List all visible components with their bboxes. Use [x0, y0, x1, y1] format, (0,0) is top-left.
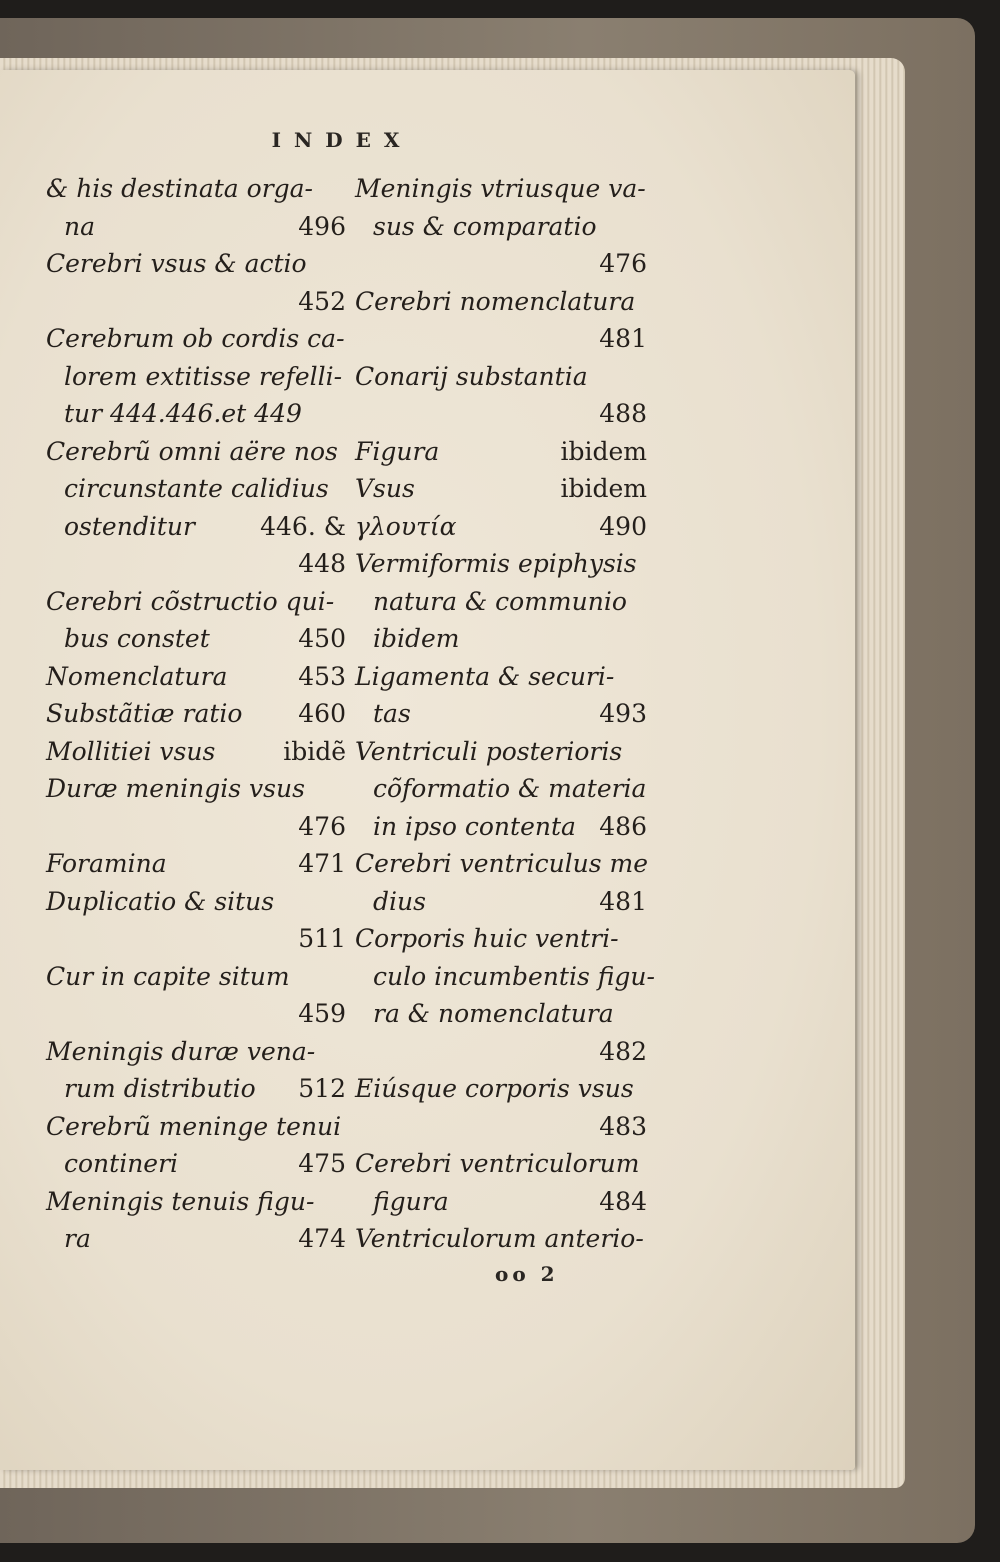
entry-text: Duplicatio & situs	[46, 886, 275, 916]
index-entry	[46, 1183, 346, 1258]
index-entry	[355, 845, 647, 920]
entry-text: cõformatio & materia	[373, 774, 647, 803]
entry-text: Nomenclatura	[46, 661, 228, 691]
entry-text: in ipso contenta	[373, 811, 576, 841]
entry-text: Cerebri cõstructio qui-	[46, 586, 335, 616]
page-reference: 512	[298, 1074, 346, 1103]
page-reference: 453	[298, 661, 346, 691]
entry-text: lorem extitisse refelli-	[64, 361, 343, 391]
index-line	[46, 1183, 346, 1221]
entry-text: tas	[373, 699, 411, 728]
index-line	[355, 1108, 647, 1146]
page-reference: 484	[599, 1186, 647, 1216]
entry-text: ostenditur	[64, 511, 195, 541]
index-line	[355, 545, 647, 583]
index-line	[46, 208, 346, 246]
index-entry	[355, 433, 647, 471]
index-line	[355, 1070, 647, 1108]
index-line	[46, 770, 346, 808]
page-reference: ibidẽ	[283, 736, 346, 766]
index-entry	[46, 695, 346, 733]
page-reference: 450	[298, 624, 346, 653]
page-reference: 481	[599, 324, 647, 353]
entry-text: dius	[373, 886, 426, 916]
index-entry	[355, 508, 647, 546]
page-reference: 486	[599, 811, 647, 841]
index-entry	[355, 1220, 647, 1258]
entry-text: circunstante calidius	[64, 474, 329, 503]
index-line	[355, 583, 647, 621]
index-line	[355, 770, 647, 808]
entry-text: ra & nomenclatura	[373, 999, 614, 1028]
entry-text: rum distributio	[64, 1074, 256, 1103]
index-entry	[355, 283, 647, 358]
index-entry	[355, 470, 647, 508]
page-reference: ibidem	[560, 436, 647, 466]
index-line	[46, 470, 346, 508]
index-entry	[46, 958, 346, 1033]
index-line	[355, 1220, 647, 1258]
index-entry	[355, 733, 647, 846]
index-line	[46, 433, 346, 471]
index-line	[355, 958, 655, 996]
index-line	[355, 658, 647, 696]
page-reference: 475	[298, 1149, 346, 1178]
page-reference: 481	[599, 886, 647, 916]
index-line	[46, 1033, 346, 1071]
entry-text: Ligamenta & securi-	[355, 661, 615, 691]
entry-text: Ventriculi posterioris	[355, 736, 623, 766]
page-reference: 493	[599, 699, 647, 728]
index-line	[46, 845, 346, 883]
entry-text: & his destinata orga-	[46, 174, 314, 203]
index-line	[46, 695, 346, 733]
page-reference: ibidem	[560, 474, 647, 503]
entry-text: tur 444.446.et 449	[64, 399, 302, 428]
entry-text: Ventriculorum anterio-	[355, 1224, 644, 1253]
index-line	[46, 283, 346, 321]
index-line	[355, 920, 647, 958]
index-line	[46, 395, 346, 433]
index-line	[355, 283, 647, 321]
entry-text: γλουτία	[355, 511, 457, 541]
entry-text: Cerebri nomenclatura	[355, 286, 636, 316]
entry-text: culo incumbentis figu-	[373, 961, 655, 991]
entry-text: Corporis huic ventri-	[355, 924, 619, 953]
entry-text: figura	[373, 1186, 449, 1216]
index-entry	[355, 658, 647, 733]
index-line	[46, 958, 346, 996]
index-line	[46, 808, 346, 846]
page-reference: 448	[298, 549, 346, 578]
index-entry	[355, 545, 647, 658]
index-column-right	[355, 170, 655, 1258]
index-line	[355, 1033, 647, 1071]
page-reference: 496	[298, 211, 346, 241]
page-reference: 460	[298, 699, 346, 728]
index-line	[355, 245, 647, 283]
index-line	[46, 1220, 346, 1258]
index-entry	[46, 170, 346, 245]
index-column-left	[46, 170, 346, 1258]
entry-text: Meningis duræ vena-	[46, 1036, 316, 1066]
index-line	[46, 658, 346, 696]
index-entry	[46, 733, 346, 771]
index-line	[46, 883, 346, 921]
index-line	[355, 845, 647, 883]
index-line	[355, 1183, 647, 1221]
index-line	[46, 320, 346, 358]
entry-text: Cerebri ventriculorum	[355, 1149, 640, 1178]
index-line	[355, 358, 647, 396]
index-entry	[355, 920, 655, 1070]
index-entry	[46, 320, 346, 433]
entry-text: Duræ meningis vsus	[46, 774, 305, 803]
entry-text: Vermiformis epiphysis	[355, 549, 637, 578]
entry-text: Vsus	[355, 474, 415, 503]
index-line	[46, 920, 346, 958]
index-line	[46, 1108, 346, 1146]
index-entry	[46, 433, 346, 583]
running-header: INDEX	[271, 128, 413, 152]
index-entry	[46, 883, 346, 958]
index-entry	[46, 583, 346, 658]
index-line	[46, 1145, 346, 1183]
index-line	[355, 695, 647, 733]
entry-text: na	[64, 211, 96, 241]
index-line	[46, 170, 346, 208]
page-reference: 446. &	[260, 511, 346, 541]
entry-text: Cerebri vsus & actio	[46, 249, 307, 278]
page-reference: 452	[298, 286, 346, 316]
index-line	[46, 358, 346, 396]
entry-text: Meningis vtriusque va-	[355, 174, 646, 203]
entry-text: Figura	[355, 436, 440, 466]
entry-text: Substãtiæ ratio	[46, 699, 243, 728]
index-line	[46, 583, 346, 621]
entry-text: contineri	[64, 1149, 179, 1178]
index-line	[355, 808, 647, 846]
entry-text: ra	[64, 1224, 91, 1253]
entry-text: Cur in capite situm	[46, 961, 290, 991]
index-entry	[46, 1033, 346, 1108]
entry-text: ibidem	[373, 624, 460, 653]
entry-text: Eiúsque corporis vsus	[355, 1074, 634, 1103]
entry-text: Cerebri ventriculus me	[355, 849, 649, 878]
index-line	[355, 320, 647, 358]
index-line	[46, 733, 346, 771]
entry-text: Cerebrũ meninge tenui	[46, 1111, 342, 1141]
page-reference: 490	[599, 511, 647, 541]
index-entry	[46, 245, 346, 320]
index-entry	[355, 1070, 647, 1145]
signature-mark: oo 2	[495, 1262, 559, 1286]
index-line	[46, 1070, 346, 1108]
entry-text: Cerebrũ omni aëre nos	[46, 436, 338, 466]
index-line	[355, 620, 647, 658]
index-line	[355, 508, 647, 546]
index-entry	[46, 770, 346, 845]
page-reference: 483	[599, 1111, 647, 1141]
entry-text: bus constet	[64, 624, 210, 653]
page-reference: 471	[298, 849, 346, 878]
index-entry	[46, 658, 346, 696]
index-line	[355, 883, 647, 921]
index-line	[355, 1145, 647, 1183]
entry-text: Meningis tenuis figu-	[46, 1186, 315, 1216]
index-line	[355, 395, 647, 433]
index-line	[46, 545, 346, 583]
page-reference: 459	[298, 999, 346, 1028]
page-reference: 476	[298, 811, 346, 841]
index-entry	[355, 358, 647, 433]
entry-text: sus & comparatio	[373, 211, 597, 241]
index-entry	[355, 170, 647, 283]
entry-text: Mollitiei vsus	[46, 736, 216, 766]
entry-text: Conarij substantia	[355, 361, 588, 391]
index-line	[46, 245, 346, 283]
page-reference: 474	[298, 1224, 346, 1253]
page-reference: 488	[599, 399, 647, 428]
index-line	[46, 995, 346, 1033]
index-line	[355, 470, 647, 508]
index-line	[355, 995, 647, 1033]
index-entry	[46, 1108, 346, 1183]
entry-text: Cerebrum ob cordis ca-	[46, 324, 345, 353]
index-line	[355, 208, 647, 246]
entry-text: natura & communio	[373, 586, 627, 616]
page-reference: 482	[599, 1036, 647, 1066]
index-line	[355, 733, 647, 771]
index-line	[46, 508, 346, 546]
page-reference: 511	[298, 924, 346, 953]
entry-text: Foramina	[46, 849, 167, 878]
index-entry	[46, 845, 346, 883]
index-line	[46, 620, 346, 658]
index-line	[355, 170, 647, 208]
index-entry	[355, 1145, 647, 1220]
index-line	[355, 433, 647, 471]
page-reference: 476	[599, 249, 647, 278]
